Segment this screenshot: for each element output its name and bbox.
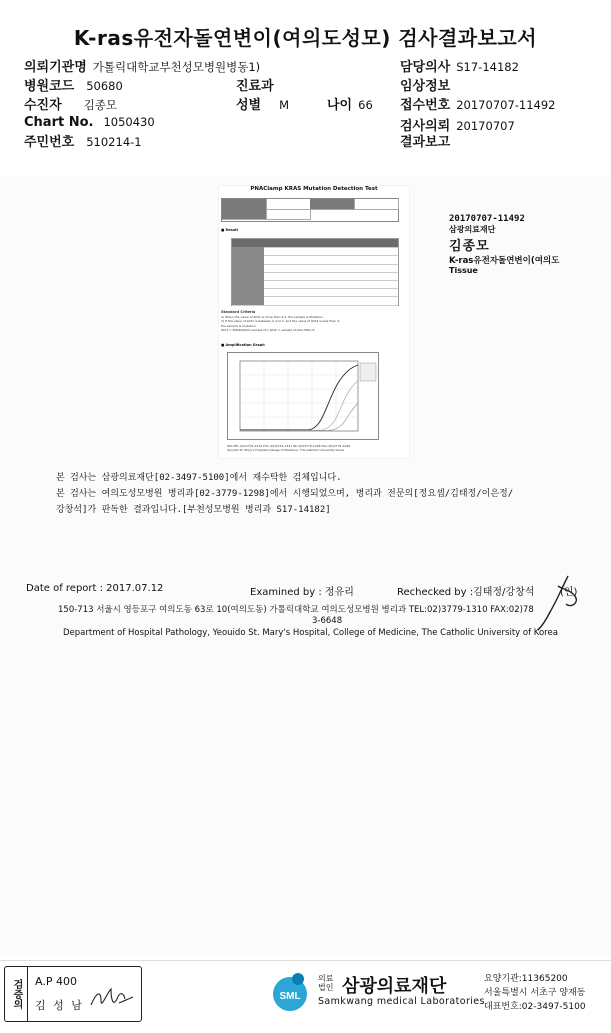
examined-value: 정유리 (324, 587, 354, 598)
lab-report-footer (227, 444, 407, 452)
examined-by (250, 583, 354, 598)
verifier-name: 김 성 남 (35, 999, 84, 1012)
physician-label: 담당의사 (400, 60, 451, 75)
stamp-id: 20170707-11492 (449, 214, 525, 224)
examined-label: Examined by : (250, 587, 322, 598)
lab-report-title: PNAClamp KRAS Mutation Detection Test (250, 186, 378, 192)
lab-report-image (219, 186, 409, 458)
lab-footer-line: STA-TEL (02)3779-1310 FAX (02)3779-1331 Tel (02)3779-1246 Fax (02)3779-1246 (227, 444, 351, 448)
logo-text: SML (279, 991, 301, 1002)
lab-report-result-heading: ■ Result (221, 228, 239, 232)
receipt-no-field (400, 94, 556, 113)
clinical-info-field (400, 75, 450, 94)
physician-value: S17-14182 (456, 60, 519, 74)
institution-label: 의뢰기관명 (24, 60, 87, 75)
age-field (327, 94, 373, 113)
sex-value: M (279, 98, 290, 112)
result-report-field (400, 131, 450, 150)
request-label: 검사의뢰 (400, 119, 451, 134)
chart-no-field (24, 115, 155, 130)
stamp-specimen: Tissue (449, 266, 478, 275)
note-line: 본 검사는 삼광의료재단[02-3497-5100]에서 재수탁한 검체입니다. (56, 473, 342, 483)
criteria-line: 2) If the value of ΔCt1 is between 0 and 2, and the value of ΔCt2 is less than 4, (221, 319, 340, 323)
verify-label: 검증의 (5, 967, 28, 1021)
patient-field (24, 94, 117, 113)
address-line: 150-713 서울시 영등포구 여의도동 63로 10(여의도동) 가톨릭대학교 여의도성모병원 병리과 TEL:02)3779-1310 FAX:02)78 (58, 605, 534, 615)
chart-no-label: Chart No. (24, 115, 94, 130)
institution-value: 가톨릭대학교부천성모병원병동1) (92, 60, 261, 74)
age-label: 나이 (327, 98, 353, 113)
criteria-line: the sample is mutation. (221, 323, 257, 328)
report-title: K-ras유전자돌연변이(여의도성모) 검사결과보고서 (73, 26, 538, 50)
org-contact-info (484, 972, 586, 1014)
stamp-test: K-ras유전자돌연변이(여의도 (449, 256, 560, 266)
request-value: 20170707 (456, 119, 515, 133)
department-label: 진료과 (236, 79, 274, 94)
lab-report-criteria (221, 310, 381, 333)
org-address: 서울특별시 서초구 양재동 (484, 988, 586, 998)
hospital-code-label: 병원코드 (24, 79, 75, 94)
criteria-line: ΔCt1 = PNAbOW(Ct sample Ct), ΔCt2 = sample Ct-Non PNA Ct (221, 328, 315, 332)
result-report-label: 결과보고 (400, 135, 451, 150)
department-field (236, 75, 274, 94)
institution-field (24, 56, 260, 75)
patient-label: 수진자 (24, 98, 62, 113)
resident-no-label: 주민번호 (24, 135, 75, 150)
rechecked-by: Rechecked by :김태정/강창석 (397, 587, 535, 598)
criteria-line: 1) When the value of ΔCt1 is more than 2.0, the sample is Mutation. (221, 314, 324, 319)
clinical-info-label: 임상정보 (400, 79, 451, 94)
sex-label: 성별 (236, 98, 262, 113)
org-prefix: 의료법인 (318, 974, 334, 992)
org-phone: 대표번호:02-3497-5100 (484, 1002, 586, 1012)
resident-no-value: 510214-1 (86, 135, 142, 149)
criteria-heading: Standard Criteria (221, 310, 256, 314)
report-notes (56, 470, 556, 518)
org-english-name: Samkwang medical Laboratories (318, 996, 485, 1007)
receipt-no-label: 접수번호 (400, 98, 451, 113)
seal-mark: (인) (560, 587, 578, 598)
address-line: 3-6648 (312, 616, 343, 626)
department-english: Department of Hospital Pathology, Yeouido St. Mary's Hospital, College of Medicine, The Catholic University of Korea (63, 628, 558, 638)
chart-no-value: 1050430 (103, 115, 155, 129)
ap-number: A.P 400 (35, 975, 77, 988)
org-code: 요양기관:11365200 (484, 974, 568, 984)
resident-no-field (24, 131, 142, 150)
patient-value: 김종모 (83, 98, 118, 112)
lab-footer-line: Yeouido St. Mary's Hospital College of Medicine, The Catholic University Korea (227, 448, 345, 452)
lab-report-info-table (221, 198, 399, 222)
lab-report-graph-heading: ■ Amplification Graph (221, 343, 265, 347)
amplification-graph (227, 352, 379, 440)
sml-logo-icon (268, 970, 312, 1014)
age-value: 66 (358, 98, 373, 112)
verifier-signature (89, 985, 135, 1013)
report-date: Date of report : 2017.07.12 (26, 583, 164, 594)
specimen-label-stamp (449, 214, 577, 274)
org-name: 삼광의료재단 (342, 976, 447, 997)
physician-field (400, 56, 519, 75)
note-line: 본 검사는 여의도성모병원 병리과[02-3779-1298]에서 시행되었으며, 병리과 전문의[정요셉/김태정/이은정/ (56, 489, 514, 499)
stamp-org: 삼광의료재단 (449, 225, 496, 234)
receipt-no-value: 20170707-11492 (456, 98, 556, 112)
note-line: 강창석]가 판독한 결과입니다.[부천성모병원 병리과 S17-14182] (56, 505, 331, 515)
lab-report-result-table (231, 238, 399, 306)
hospital-code-value: 50680 (86, 79, 123, 93)
verifier-stamp (4, 966, 142, 1022)
stamp-name: 김종모 (449, 239, 490, 254)
sex-field (236, 94, 289, 113)
hospital-code-field (24, 75, 123, 94)
